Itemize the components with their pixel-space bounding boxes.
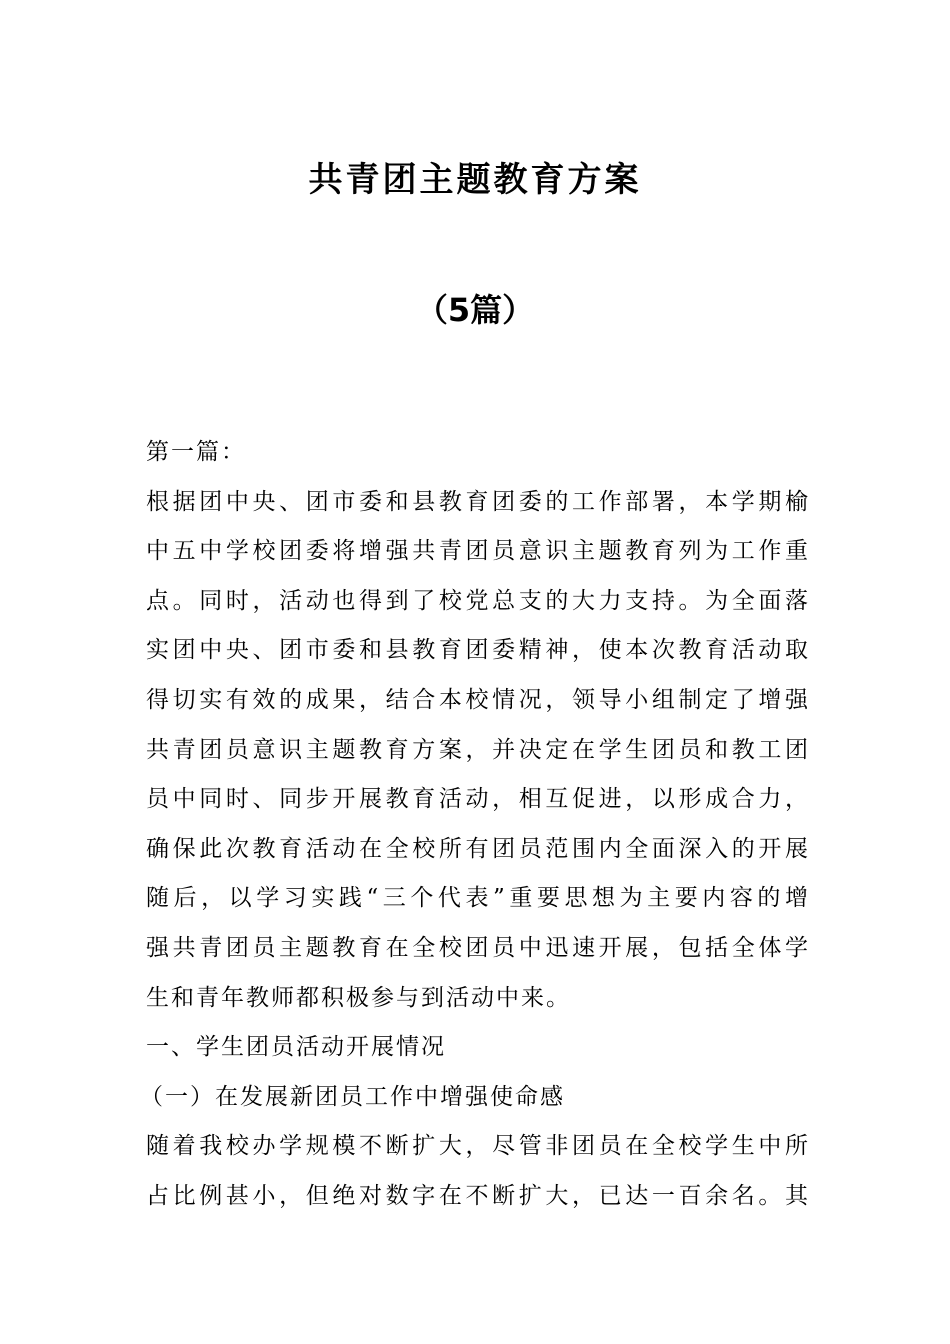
document-subtitle: （5篇） (415, 291, 535, 329)
text-line: 实团中央、团市委和县教育团委精神，使本次教育活动取 (146, 637, 808, 664)
paragraph-intro (146, 478, 808, 1024)
text-line: 确保此次教育活动在全校所有团员范围内全面深入的开展 (146, 835, 808, 862)
text-line: 点。同时，活动也得到了校党总支的大力支持。为全面落 (146, 587, 808, 614)
subsection-heading: （一）在发展新团员工作中增强使命感 (140, 1083, 565, 1110)
text-line: 共青团员意识主题教育方案，并决定在学生团员和教工团 (146, 736, 808, 763)
text-line: 中五中学校团委将增强共青团员意识主题教育列为工作重 (146, 538, 808, 565)
text-line: 强共青团员主题教育在全校团员中迅速开展，包括全体学 (146, 934, 808, 961)
document-body (140, 428, 808, 1222)
text-line: 随后，以学习实践“三个代表”重要思想为主要内容的增 (146, 885, 808, 912)
text-line: 根据团中央、团市委和县教育团委的工作部署，本学期榆 (146, 488, 808, 515)
section-heading: 一、学生团员活动开展情况 (146, 1034, 446, 1061)
text-line: 得切实有效的成果，结合本校情况，领导小组制定了增强 (146, 686, 808, 713)
chapter-label: 第一篇： (146, 439, 246, 465)
text-line: 生和青年教师都积极参与到活动中来。 (146, 984, 571, 1011)
document-title: 共青团主题教育方案 (308, 160, 642, 200)
paragraph-second (146, 1122, 808, 1221)
text-line: 占比例甚小，但绝对数字在不断扩大，已达一百余名。其 (146, 1182, 808, 1209)
text-line: 员中同时、同步开展教育活动，相互促进，以形成合力， (146, 786, 808, 813)
text-line: 随着我校办学规模不断扩大，尽管非团员在全校学生中所 (146, 1133, 808, 1160)
